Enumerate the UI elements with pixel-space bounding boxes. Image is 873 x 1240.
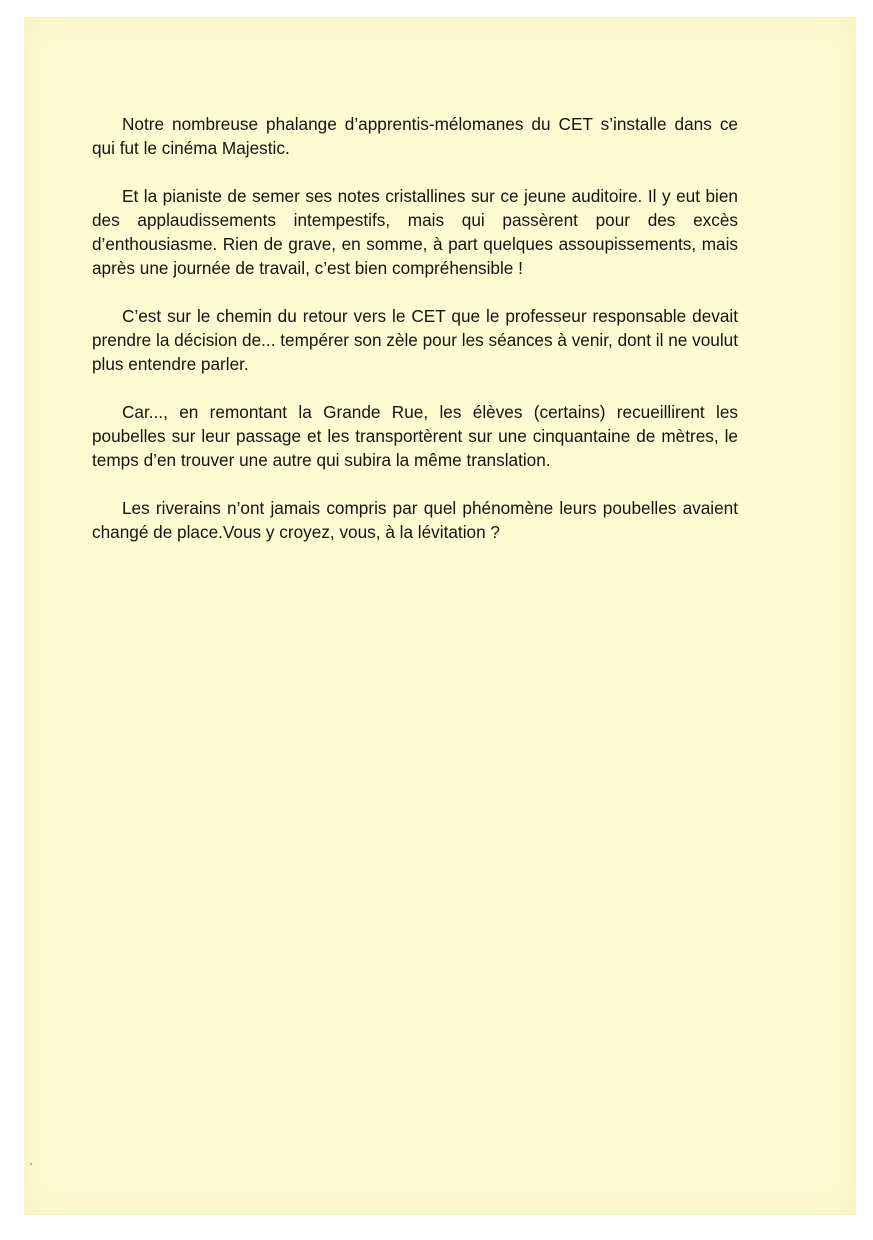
document-body bbox=[92, 112, 738, 568]
paragraph-5: Les riverains n’ont jamais compris par quel phénomène leurs poubelles avaient changé de place.Vous y croyez, vous, à la lévitation ? bbox=[92, 498, 738, 542]
paragraph-3: C’est sur le chemin du retour vers le CET que le professeur responsable devait prendre la décision de... tempérer son zèle pour les séances à venir, dont il ne voulut plus entendre parler. bbox=[92, 306, 738, 374]
paragraph-4: Car..., en remontant la Grande Rue, les élèves (certains) recueillirent les poubelles sur leur passage et les transportèrent sur une cinquantaine de mètres, le temps d’en trouver une autre qui subira la même translation. bbox=[92, 402, 738, 470]
scan-speck bbox=[30, 1163, 32, 1165]
paragraph-1: Notre nombreuse phalange d’apprentis-mélomanes du CET s’installe dans ce qui fut le cinéma Majestic. bbox=[92, 114, 738, 158]
paragraph-2: Et la pianiste de semer ses notes cristallines sur ce jeune auditoire. Il y eut bien des applaudissements intempestifs, mais qui passèrent pour des excès d’enthousiasme. Rien de grave, en somme, à part quelques assoupissements, mais après une journée de travail, c’est bien compréhensible ! bbox=[92, 186, 738, 278]
